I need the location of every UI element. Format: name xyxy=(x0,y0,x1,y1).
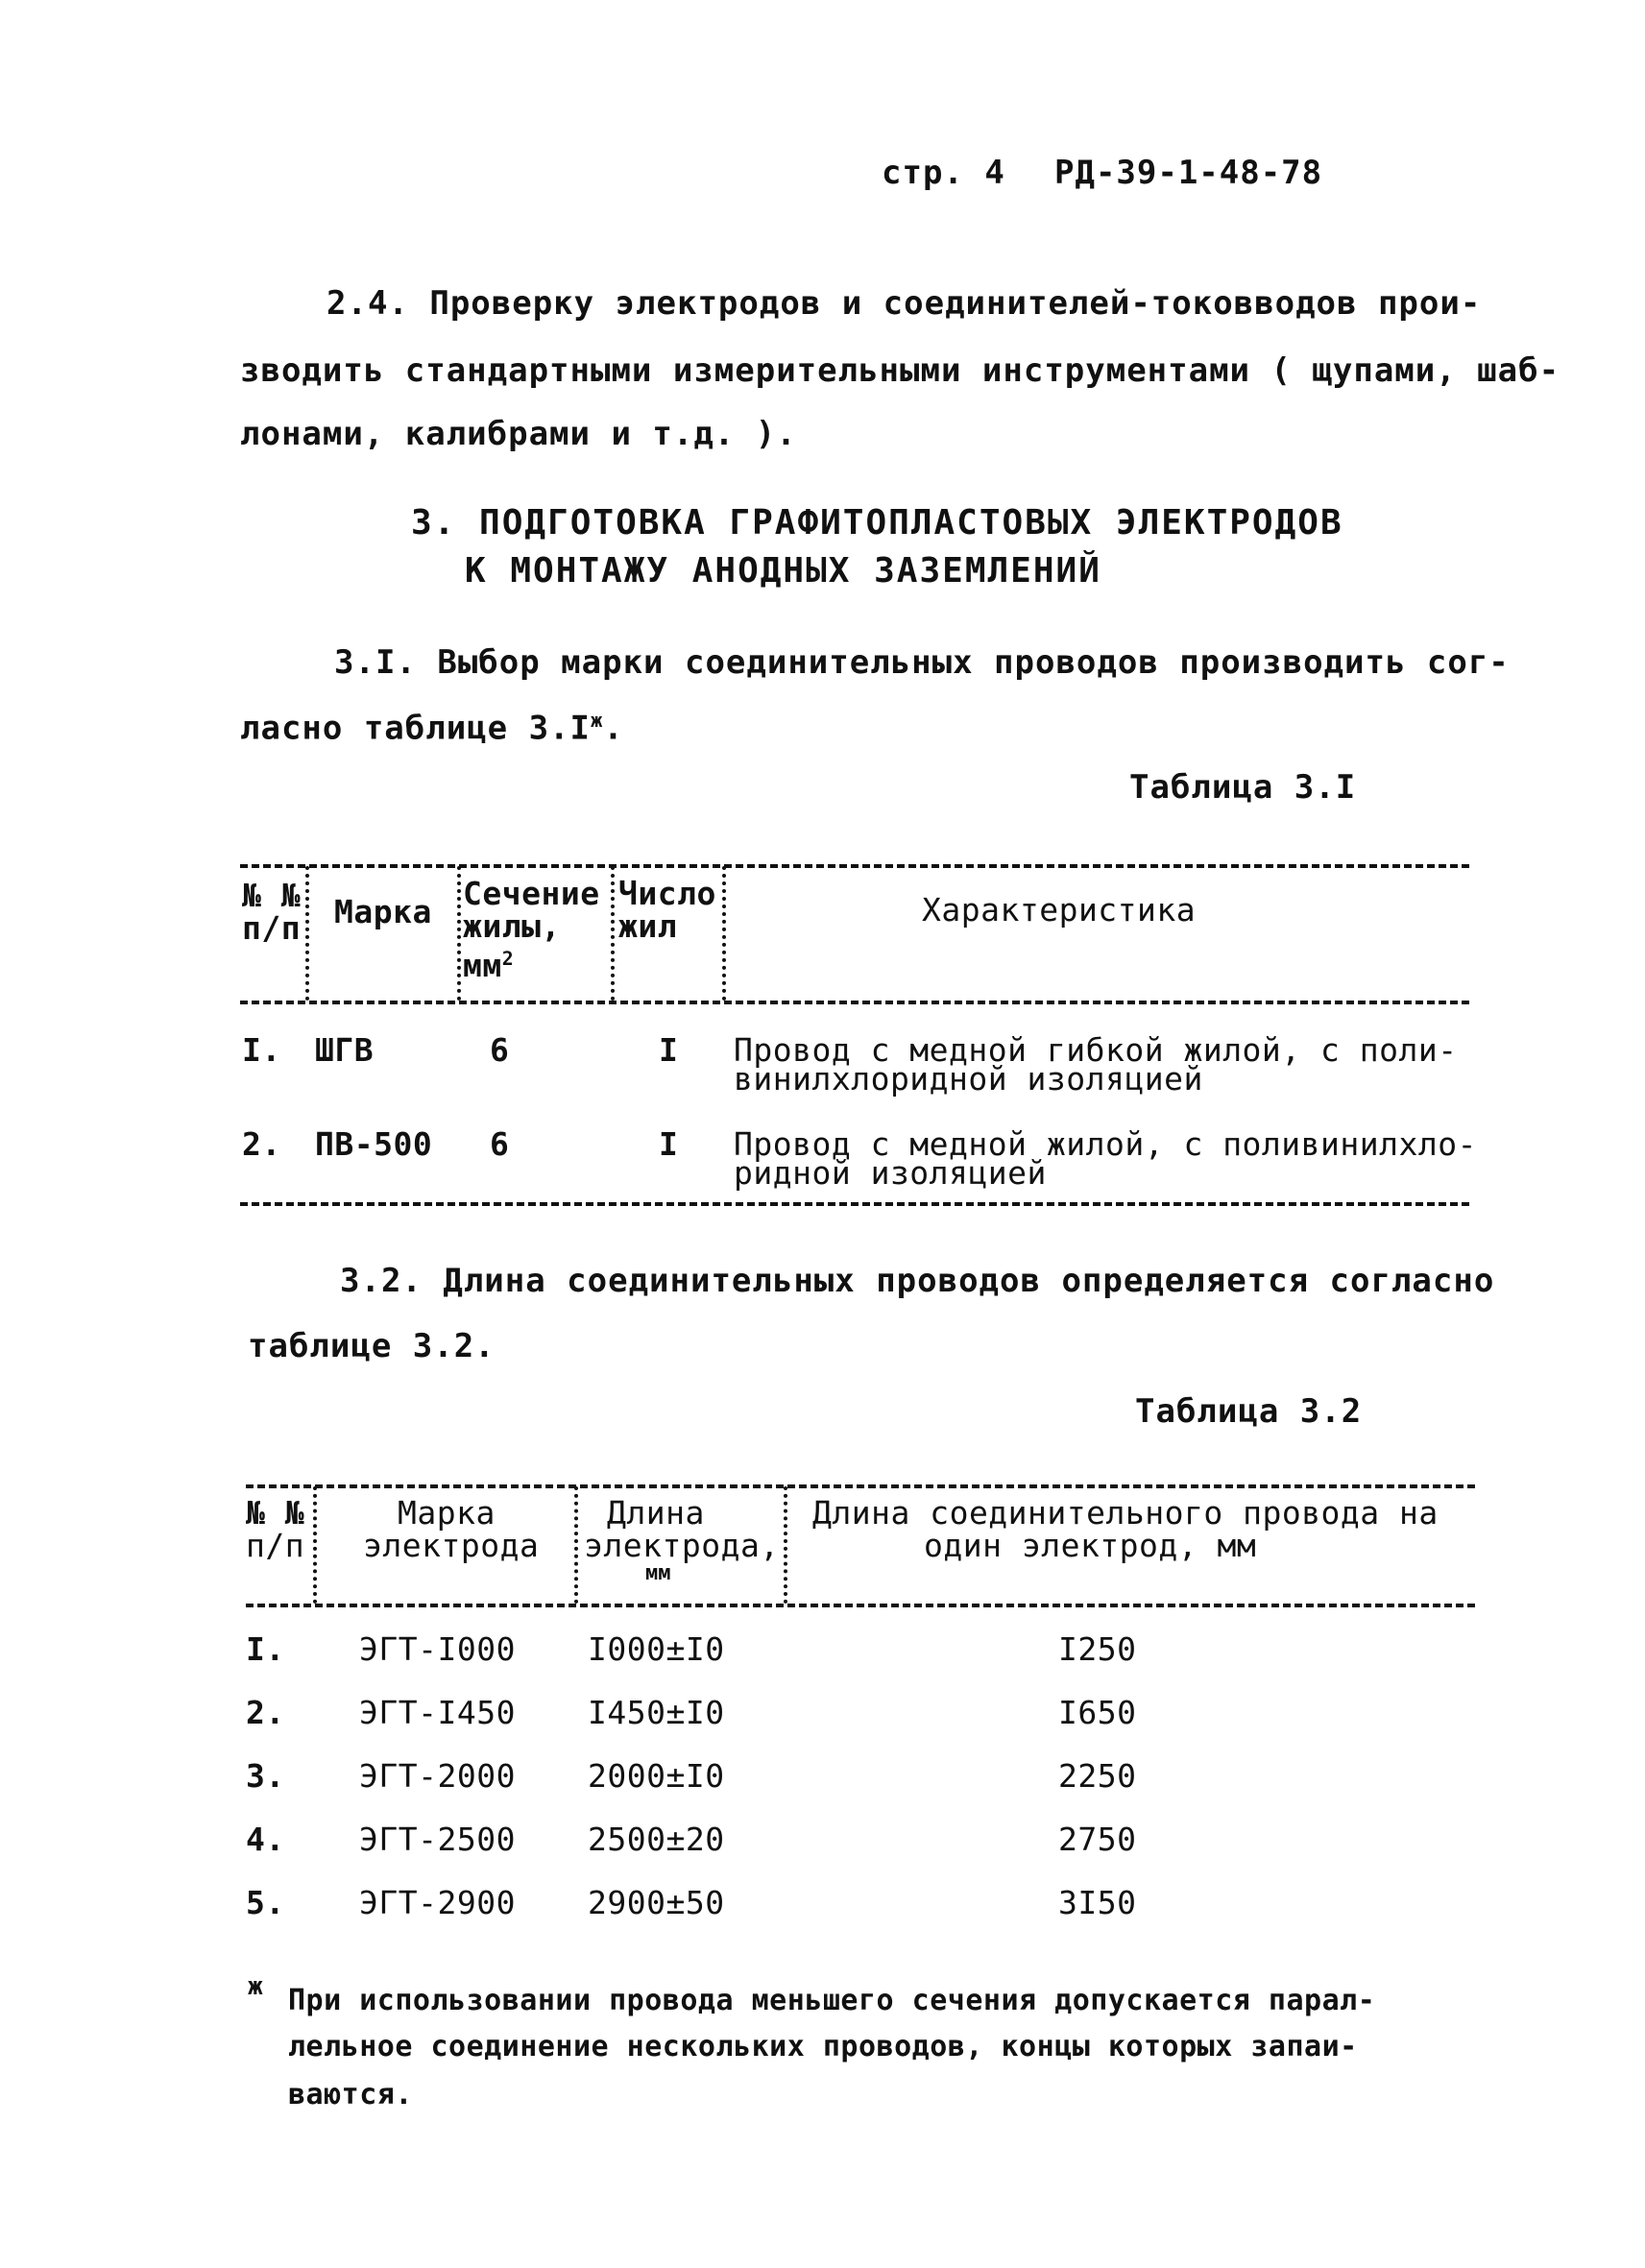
table-2-header-wire-length: один электрод, мм xyxy=(924,1527,1257,1564)
table-1-cell-char-line-2: винилхлоридной изоляцией xyxy=(734,1060,1203,1098)
table-2-cell-length: I000±I0 xyxy=(588,1630,725,1668)
column-separator xyxy=(457,866,461,1001)
table-2-header-brand: электрода xyxy=(363,1527,540,1564)
footnote-line-1: При использовании провода меньшего сечения допускается парал- xyxy=(288,1984,1376,2017)
table-2-header-length: электрода, xyxy=(584,1527,780,1564)
table-2-cell-wire-length: I650 xyxy=(1058,1694,1137,1731)
table-2-cell-brand: ЭГТ-I000 xyxy=(359,1630,516,1668)
table-rule xyxy=(240,864,1469,868)
table-3-2-caption: Таблица 3.2 xyxy=(1135,1392,1363,1431)
para-3-2-line-2: таблице 3.2. xyxy=(248,1327,496,1365)
column-separator xyxy=(722,866,726,1001)
footnote-mark: ж xyxy=(248,1972,264,2001)
section-3-title-line-1: 3. ПОДГОТОВКА ГРАФИТОПЛАСТОВЫХ ЭЛЕКТРОДОВ xyxy=(411,503,1343,543)
table-1-cell-char-line-1: Провод с медной гибкой жилой, с поли- xyxy=(734,1031,1458,1069)
table-2-cell-brand: ЭГТ-2000 xyxy=(359,1757,516,1795)
table-2-cell-num: 5. xyxy=(246,1884,285,1921)
table-rule xyxy=(246,1484,1475,1488)
footnote-mark: ж xyxy=(591,709,604,732)
table-2-cell-wire-length: 2250 xyxy=(1058,1757,1137,1795)
page-number: стр. 4 xyxy=(882,154,1005,192)
table-1-cell-char-line-2: ридной изоляцией xyxy=(734,1154,1047,1192)
table-rule xyxy=(240,1202,1469,1206)
table-2-cell-num: I. xyxy=(246,1630,285,1668)
table-2-header-length-unit: мм xyxy=(645,1561,671,1585)
table-1-cell-num: 2. xyxy=(242,1125,281,1163)
para-3-2-line-1: 3.2. Длина соединительных проводов определяется согласно xyxy=(340,1262,1495,1300)
table-2-cell-length: I450±I0 xyxy=(588,1694,725,1731)
table-2-cell-num: 4. xyxy=(246,1821,285,1858)
table-2-header-wire-length: Длина соединительного провода на xyxy=(812,1494,1439,1532)
para-2-4-line-3: лонами, калибрами и т.д. ). xyxy=(240,415,797,453)
table-2-header-num: п/п xyxy=(246,1527,305,1564)
table-1-header-characteristic: Характеристика xyxy=(922,891,1197,929)
table-1-cell-section: 6 xyxy=(490,1125,510,1163)
table-2-cell-brand: ЭГТ-I450 xyxy=(359,1694,516,1731)
table-1-cell-char-line-1: Провод с медной жилой, с поливинилхло- xyxy=(734,1125,1477,1163)
column-separator xyxy=(611,866,615,1001)
table-2-cell-brand: ЭГТ-2500 xyxy=(359,1821,516,1858)
table-2-cell-wire-length: 2750 xyxy=(1058,1821,1137,1858)
table-2-cell-wire-length: I250 xyxy=(1058,1630,1137,1668)
table-1-cell-count: I xyxy=(659,1031,679,1069)
footnote-line-2: лельное соединение нескольких проводов, концы которых запаи- xyxy=(288,2030,1358,2063)
table-1-cell-num: I. xyxy=(242,1031,281,1069)
para-2-4-line-1: 2.4. Проверку электродов и соединителей-токовводов прои- xyxy=(327,284,1482,323)
table-rule xyxy=(240,1001,1469,1004)
column-separator xyxy=(305,866,309,1001)
column-separator xyxy=(313,1486,317,1604)
para-3-1-line-2: ласно таблице $3.I^ж$. xyxy=(240,709,624,748)
table-2-cell-wire-length: 3I50 xyxy=(1058,1884,1137,1921)
table-3-1-caption: Таблица 3.I xyxy=(1129,768,1357,807)
table-1-cell-brand: ШГВ xyxy=(315,1031,375,1069)
table-1-header-count: Число жил xyxy=(618,875,716,945)
table-2-cell-num: 2. xyxy=(246,1694,285,1731)
table-2-cell-length: 2000±I0 xyxy=(588,1757,725,1795)
table-1-cell-section: 6 xyxy=(490,1031,510,1069)
table-1-cell-count: I xyxy=(659,1125,679,1163)
table-2-header-brand: Марка xyxy=(398,1494,496,1532)
table-2-header-length: Длина xyxy=(607,1494,705,1532)
para-3-1-line-1: 3.I. Выбор марки соединительных проводов производить сог- xyxy=(334,643,1510,682)
table-2-cell-length: 2500±20 xyxy=(588,1821,725,1858)
table-1-cell-brand: ПВ-500 xyxy=(315,1125,433,1163)
document-code: РД-39-1-48-78 xyxy=(1054,154,1323,192)
section-3-title-line-2: К МОНТАЖУ АНОДНЫХ ЗАЗЕМЛЕНИЙ xyxy=(465,551,1101,591)
table-rule xyxy=(246,1604,1475,1607)
table-1-header-brand: Марка xyxy=(334,893,432,930)
para-2-4-line-2: зводить стандартными измерительными инструментами ( щупами, шаб- xyxy=(240,351,1560,390)
column-separator xyxy=(574,1486,578,1604)
table-1-header-section: Сечение жилы, $мм^2$ xyxy=(463,875,600,984)
footnote-line-3: ваются. xyxy=(288,2078,413,2111)
table-2-cell-length: 2900±50 xyxy=(588,1884,725,1921)
table-2-cell-num: 3. xyxy=(246,1757,285,1795)
table-2-header-num: № № xyxy=(246,1494,305,1532)
table-1-header-num: № № п/п xyxy=(242,877,302,947)
column-separator xyxy=(784,1486,787,1604)
table-2-cell-brand: ЭГТ-2900 xyxy=(359,1884,516,1921)
